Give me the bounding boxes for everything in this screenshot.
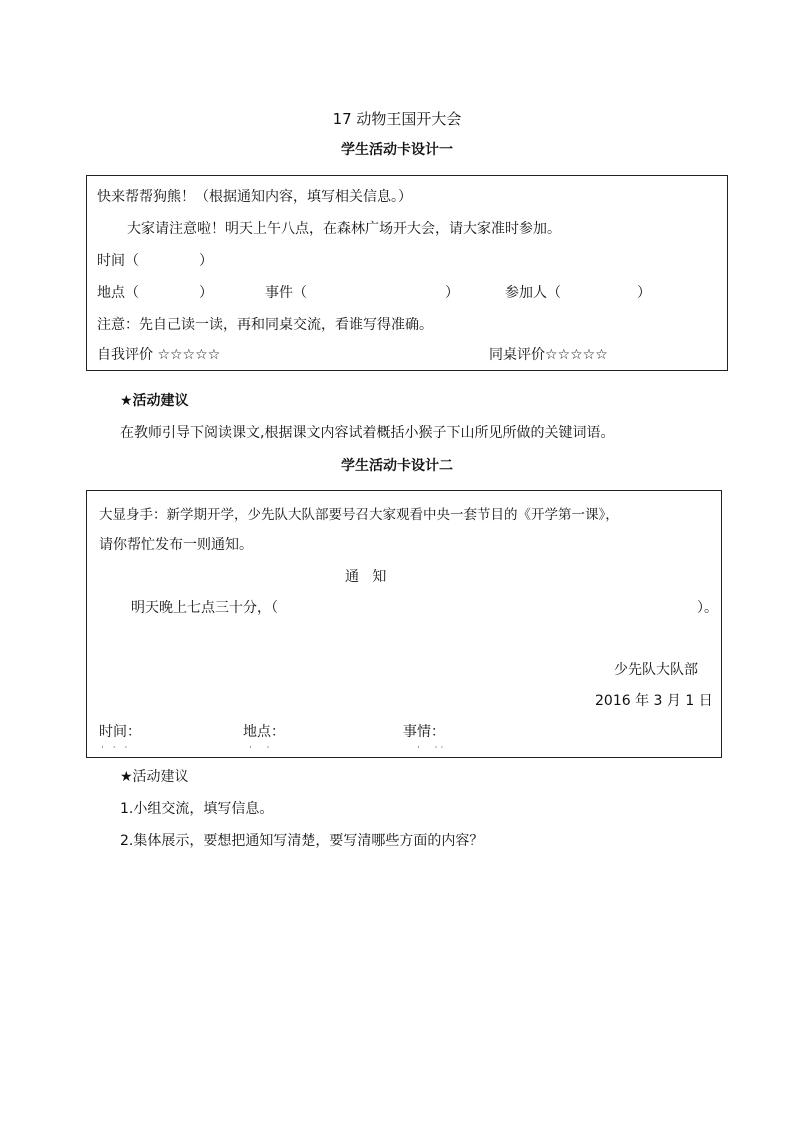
card1-time-close: ） [199,253,213,269]
emphasis-dots-place: · · [249,743,273,753]
suggest2-item-1: 1.小组交流，填写信息。 [120,801,274,817]
card1-place-close: ） [199,285,213,301]
card2-notice-title: 通 知 [345,569,387,585]
card1-place-label: 地点（ [97,285,139,301]
card2-event-label: 事情： [403,724,445,740]
card1-intro: 快来帮帮狗熊！（根据通知内容，填写相关信息。） [97,189,412,205]
card1-attend-close: ） [637,285,651,301]
card1-notice: 大家请注意啦！明天上午八点，在森林广场开大会，请大家准时参加。 [127,221,561,237]
card1-event-close: ） [445,285,459,301]
card1-self-eval: 自我评价 ☆☆☆☆☆ [97,347,221,363]
card1-event-label: 事件（ [265,285,307,301]
emphasis-dots-event: · ·· [417,743,447,753]
suggest1-text: 在教师引导下阅读课文,根据课文内容试着概括小猴子下山所见所做的关键词语。 [120,425,615,441]
emphasis-dots-time: · · · [101,743,131,753]
suggest2-heading: ★活动建议 [120,769,189,785]
card2-signature: 少先队大队部 [614,662,698,678]
card1-peer-eval: 同桌评价☆☆☆☆☆ [489,347,608,363]
card2-date: 2016 年 3 月 1 日 [595,693,713,709]
card2-intro-line2: 请你帮忙发布一则通知。 [99,537,253,553]
card2-time-label: 时间： [99,724,141,740]
suggest1-heading: ★活动建议 [120,393,189,409]
lesson-title: 17 动物王国开大会 [332,110,462,128]
suggest2-item-2: 2.集体展示，要想把通知写清楚，要写清哪些方面的内容？ [120,833,484,849]
card1-time-label: 时间（ [97,253,139,269]
card2-intro-line1: 大显身手：新学期开学，少先队大队部要号召大家观看中央一套节目的《开学第一课》， [99,507,619,523]
card2-title: 学生活动卡设计二 [341,458,453,474]
activity-card-2 [86,490,722,758]
card1-note: 注意：先自己读一读，再和同桌交流，看谁写得准确。 [97,317,433,333]
card2-place-label: 地点： [243,724,285,740]
card2-notice-close: ）。 [697,600,718,616]
card2-notice-body: 明天晚上七点三十分，（ [131,600,278,616]
activity-card-1 [86,175,728,371]
card1-title: 学生活动卡设计一 [341,142,453,158]
card1-attend-label: 参加人（ [505,285,561,301]
